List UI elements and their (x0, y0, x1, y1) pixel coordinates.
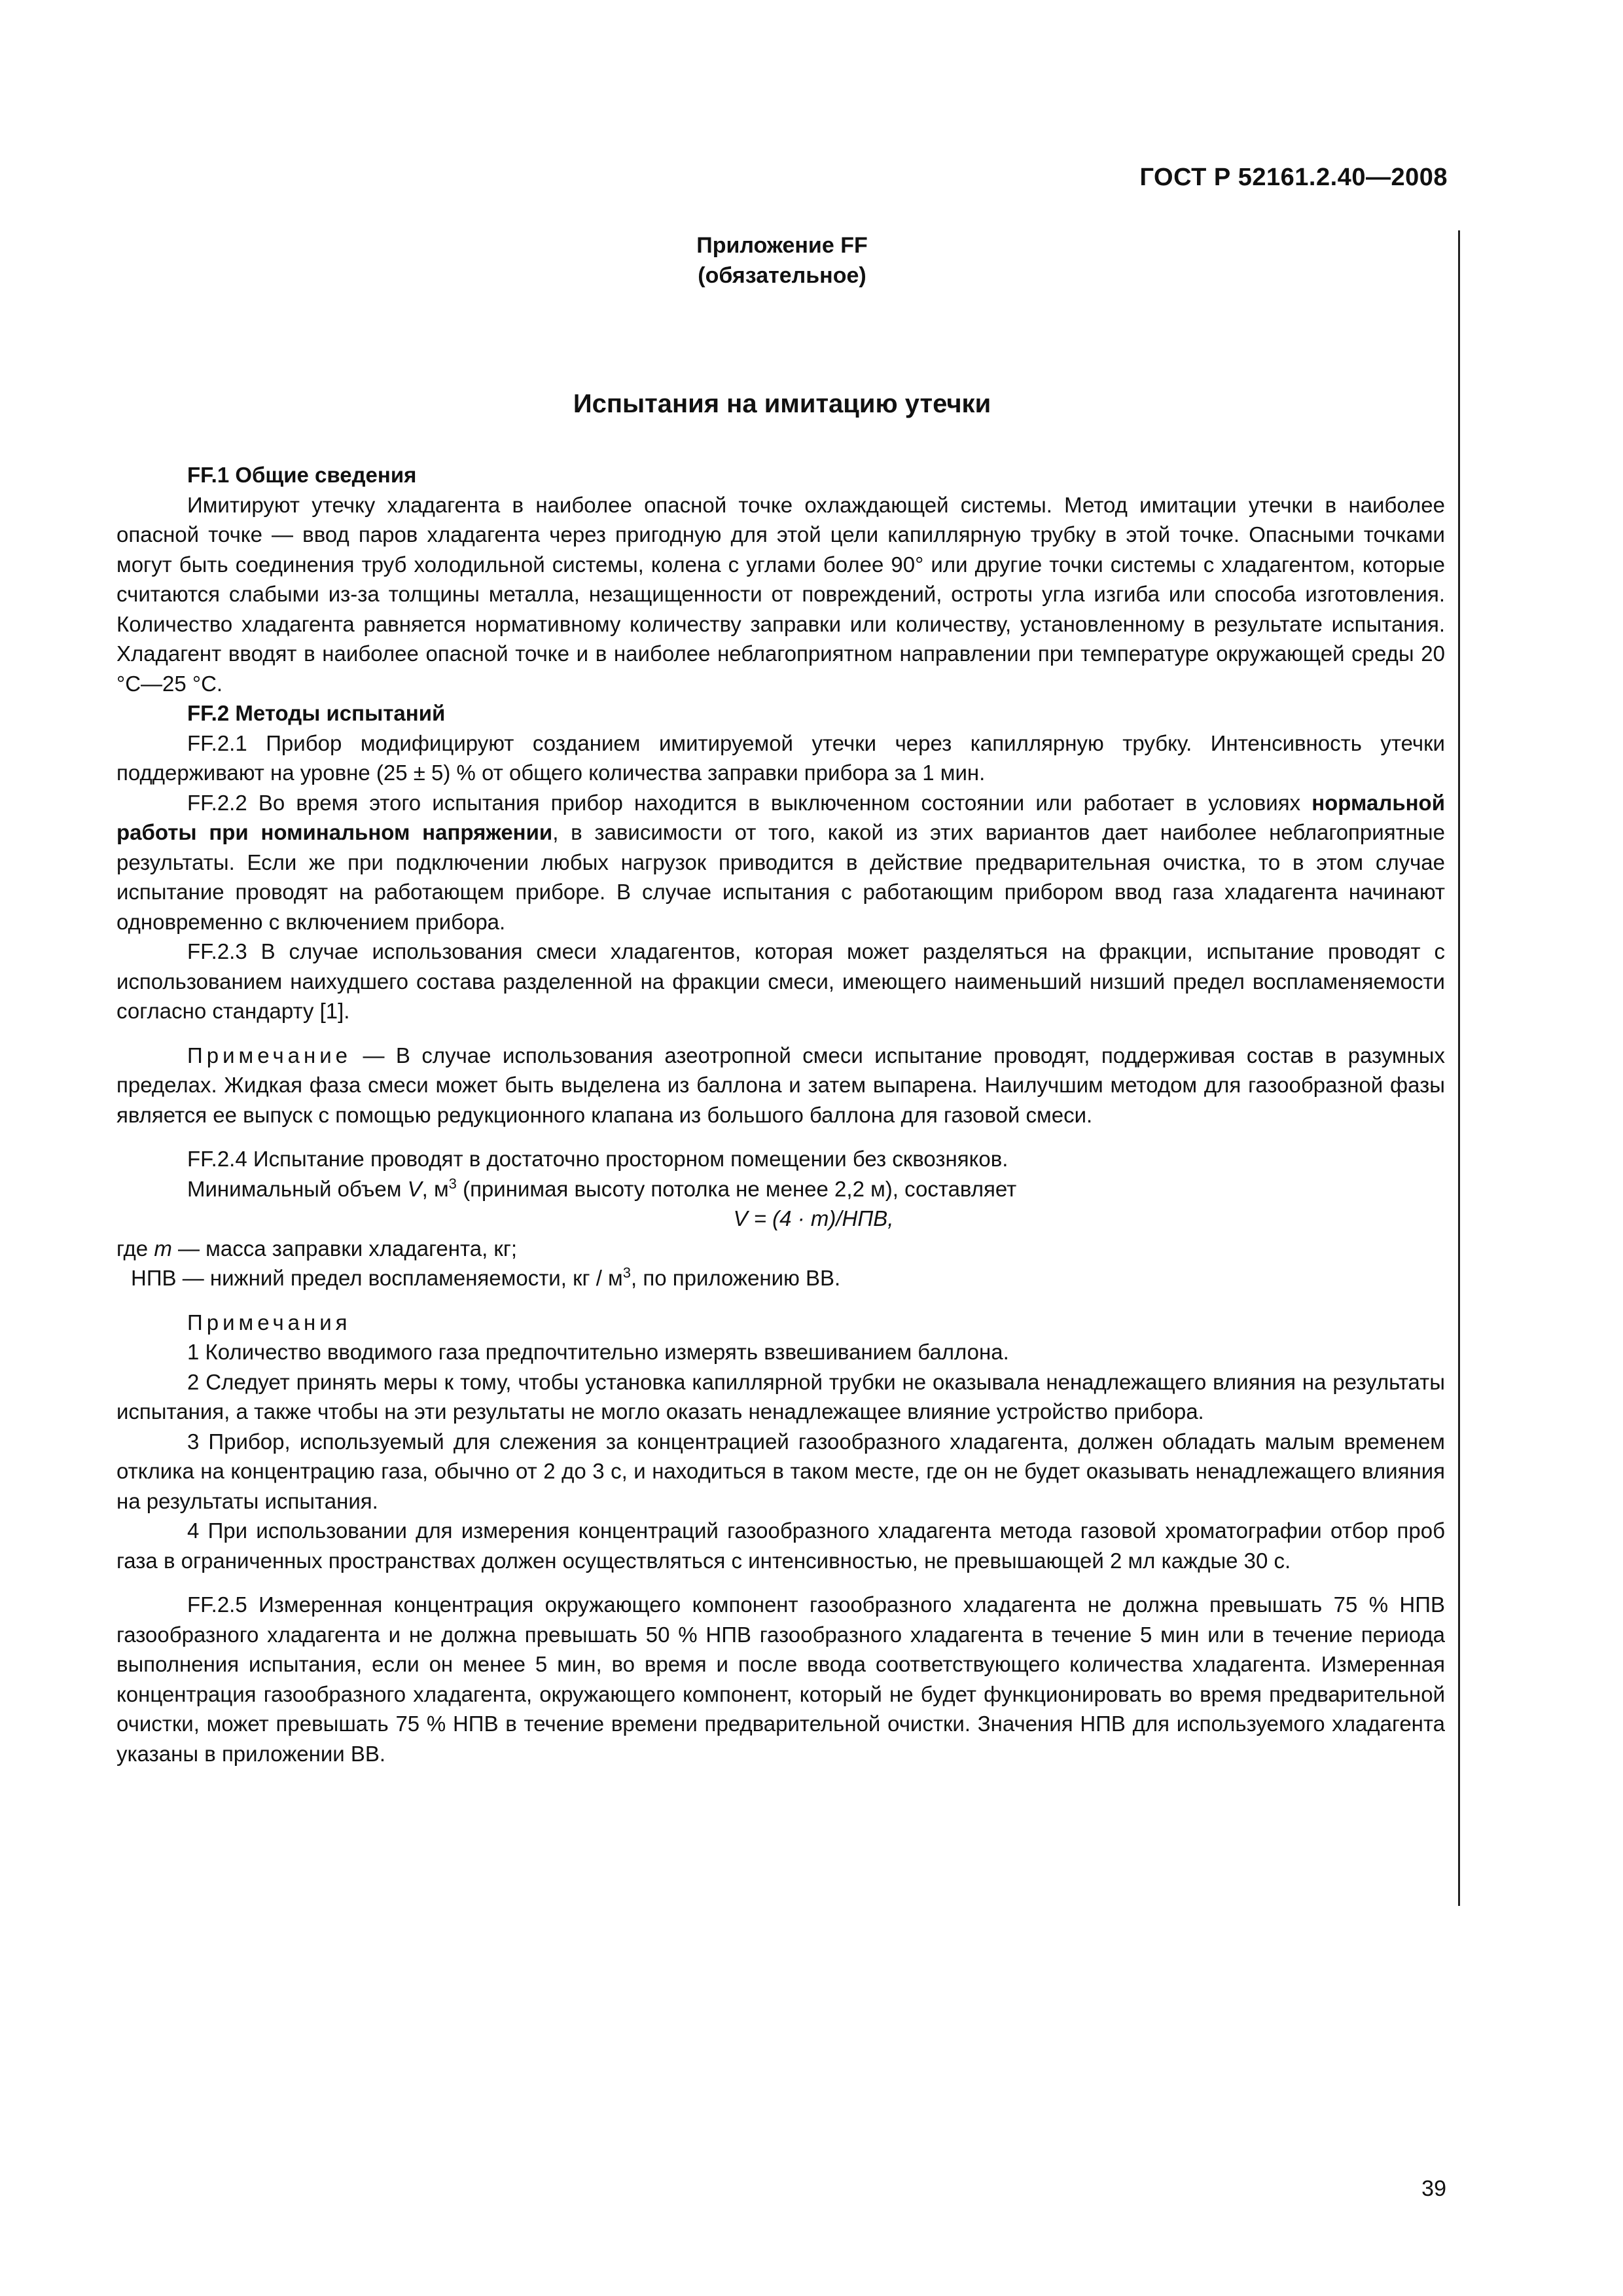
ff2-heading: FF.2 Методы испытаний (187, 701, 446, 725)
volume-text-end: (принимая высоту потолка не менее 2,2 м), составляет (456, 1176, 1017, 1201)
annex-heading (0, 230, 1564, 291)
npv-text-start: НПВ — нижний предел воспламеняемости, кг / м (131, 1266, 623, 1290)
mass-definition: — масса заправки хладагента, кг; (171, 1236, 518, 1261)
npv-definition-line (116, 1263, 1445, 1293)
ff2-2-text-end: , в зависимости от того, какой из этих вариантов дает наиболее неблагоприятные результаты. Если же при подключении любых нагрузок приводится в действие предварительная очистка, то в этом случае испытание проводят на работающем приборе. В случае испытания с работающим прибором ввод газа хладагента начинают одновременно с включением прибора. (116, 820, 1445, 934)
page-number: 39 (1421, 2176, 1446, 2201)
note-text: — В случае использования азеотропной смеси испытание проводят, поддерживая состав в разумных пределах. Жидкая фаза смеси может быть выделена из баллона и затем выпарена. Наилучшим методом для газообразной фазы является ее выпуск с помощью редукционного клапана из большого баллона для газовой смеси. (116, 1043, 1445, 1127)
note-2: 2 Следует принять меры к тому, чтобы установка капиллярной трубки не оказывала ненадлежащего влияния на результаты испытания, а также чтобы на эти результаты не могло оказать ненадлежащее влияние устройство прибора. (116, 1369, 1445, 1424)
ff2-4-paragraph: FF.2.4 Испытание проводят в достаточно просторном помещении без сквозняков. (187, 1147, 1008, 1171)
volume-text-start: Минимальный объем (187, 1176, 408, 1201)
annex-title: Приложение FF (696, 233, 868, 258)
ff2-2-paragraph (116, 788, 1445, 937)
ff2-4-volume-line (116, 1174, 1445, 1204)
note-1: 1 Количество вводимого газа предпочтительно измерять взвешиванием баллона. (187, 1340, 1009, 1364)
where-m-line (116, 1234, 1445, 1264)
ff1-heading: FF.1 Общие сведения (187, 463, 417, 487)
mass-variable: m (154, 1236, 172, 1261)
ff2-2-text-start: FF.2.2 Во время этого испытания прибор находится в выключенном состоянии или работает в условиях (187, 790, 1312, 815)
document-body (116, 460, 1445, 1768)
document-code: ГОСТ Р 52161.2.40—2008 (1139, 164, 1448, 191)
ff2-2-bold-term: нормальной работы при номинальном напряжении (116, 790, 1445, 844)
ff2-3-note (116, 1041, 1445, 1130)
section-title: Испытания на имитацию утечки (573, 389, 991, 418)
npv-unit-exponent: 3 (622, 1265, 631, 1281)
ff1-paragraph: Имитируют утечку хладагента в наиболее опасной точке охлаждающей системы. Метод имитации утечки в наиболее опасной точке — ввод паров хладагента через пригодную для этой цели капиллярную трубку в этой точке. Опасными точками могут быть соединения труб холодильной системы, колена с углами более 90° или другие точки системы с хладагентом, которые считаются слабыми из-за толщины металла, незащищенности от повреждений, остроты угла изгиба или способа изготовления. Количество хладагента равняется нормативному количеству заправки или количеству, установленному в результате испытания. Хладагент вводят в наиболее опасной точке и в наиболее неблагоприятном направлении при температуре окружающей среды 20 °С—25 °С. (116, 492, 1445, 696)
volume-variable: V (407, 1176, 422, 1201)
where-label: где (116, 1236, 154, 1261)
ff2-1-paragraph: FF.2.1 Прибор модифицируют созданием имитируемой утечки через капиллярную трубку. Интенсивность утечки поддерживают на уровне (25 ± 5) % от общего количества заправки прибора за 1 мин. (116, 730, 1445, 785)
revision-bar (1458, 230, 1460, 1906)
notes-label: Примечания (187, 1310, 351, 1335)
ff2-3-paragraph: FF.2.3 В случае использования смеси хладагентов, которая может разделяться на фракции, испытание проводят с использованием наихудшего состава разделенной на фракции смеси, имеющего наименьший низший предел воспламеняемости согласно стандарту [1]. (116, 939, 1445, 1023)
note-4: 4 При использовании для измерения концентраций газообразного хладагента метода газовой хроматографии отбор проб газа в ограниченных пространствах должен осуществляться с интенсивностью, не превышающей 2 мл каждые 30 с. (116, 1518, 1445, 1573)
npv-text-end: , по приложению ВВ. (631, 1266, 841, 1290)
ff2-5-paragraph: FF.2.5 Измеренная концентрация окружающего компонент газообразного хладагента не должна превышать 75 % НПВ газообразного хладагента и не должна превышать 50 % НПВ газообразного хладагента в течение 5 мин или в течение периода выполнения испытания, если он менее 5 мин, во время и после ввода соответствующего количества хладагента. Измеренная концентрация газообразного хладагента, окружающего компонент, который не будет функционировать во время предварительной очистки, может превышать 75 % НПВ в течение времени предварительной очистки. Значения НПВ для используемого хладагента указаны в приложении ВВ. (116, 1592, 1445, 1766)
annex-status: (обязательное) (698, 263, 866, 288)
volume-unit-exponent: 3 (448, 1175, 457, 1192)
volume-formula: V = (4 · m)/НПВ, (733, 1206, 894, 1230)
volume-unit: , м (421, 1176, 449, 1201)
note-3: 3 Прибор, используемый для слежения за концентрацией газообразного хладагента, должен обладать малым временем отклика на концентрацию газа, обычно от 2 до 3 с, и находиться в таком месте, где он не будет оказывать ненадлежащего влияния на результаты испытания. (116, 1429, 1445, 1513)
note-label: Примечание (187, 1043, 352, 1067)
